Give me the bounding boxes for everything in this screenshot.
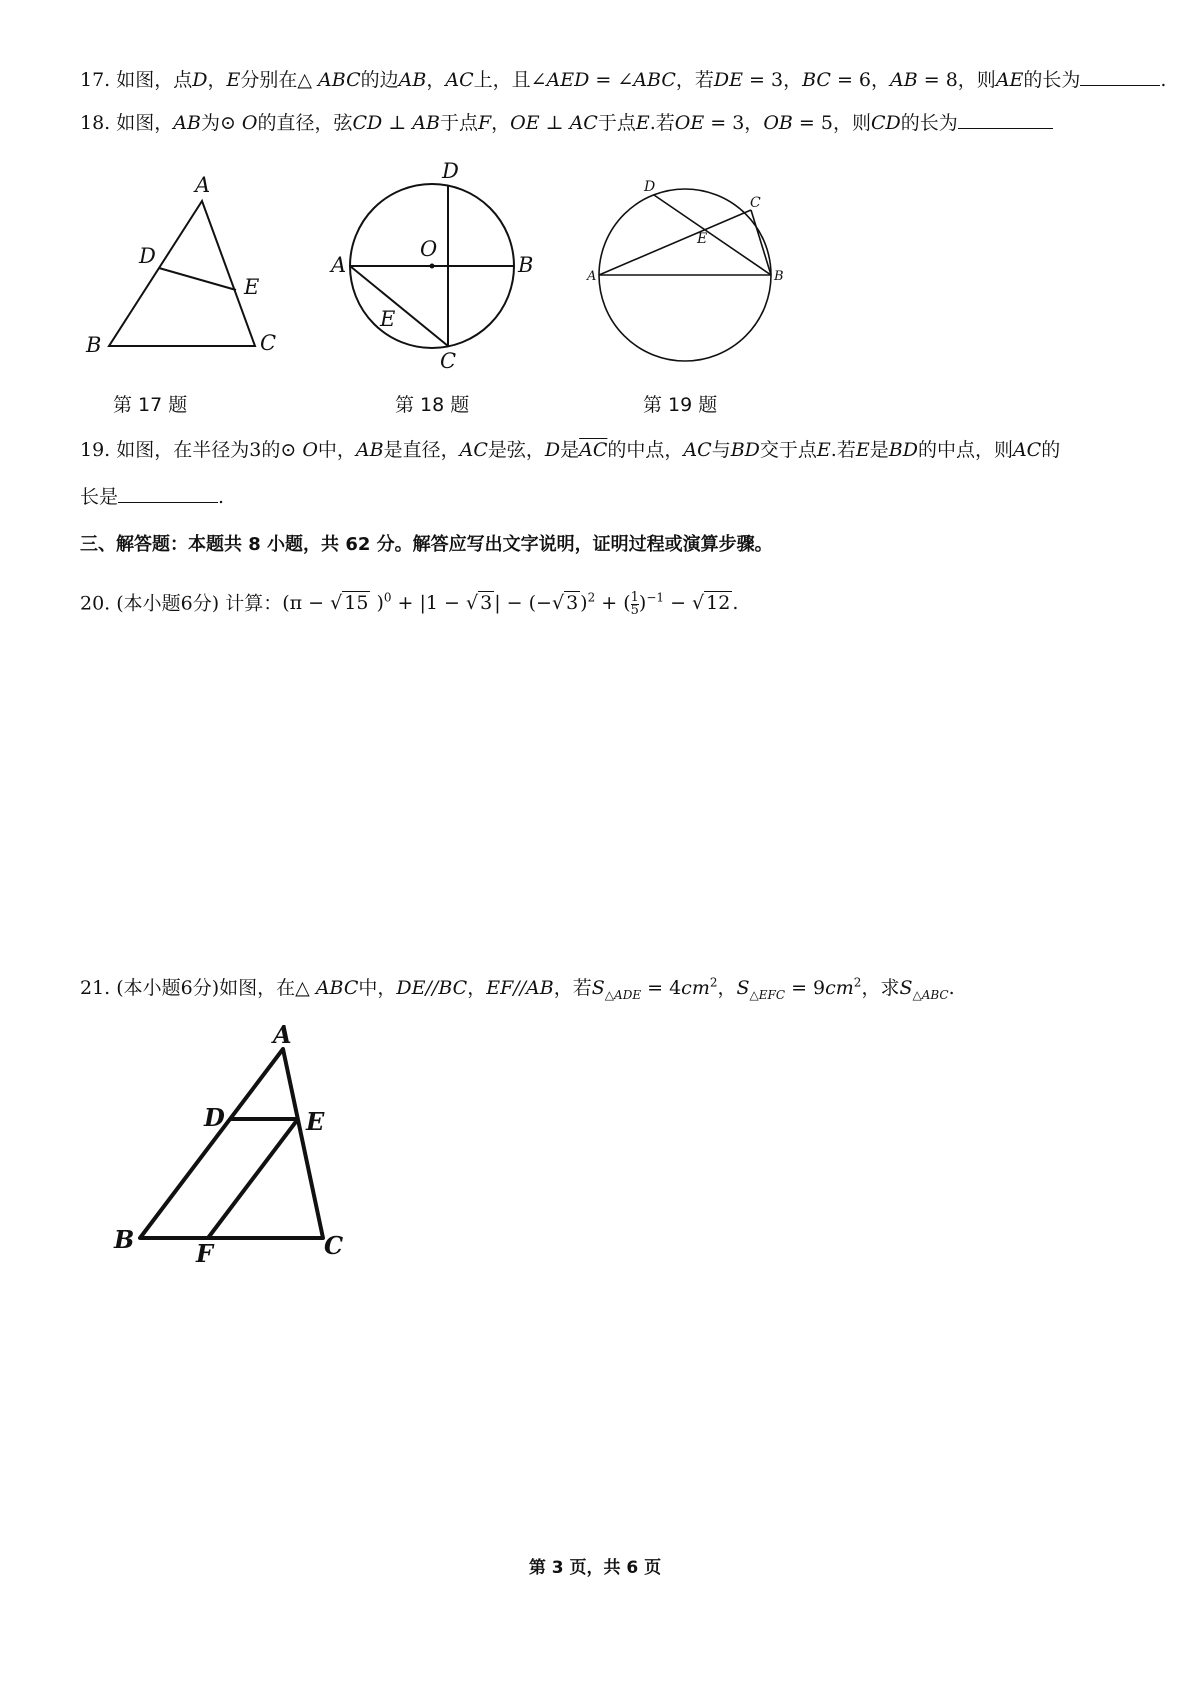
fraction-denominator: 5 <box>630 602 639 618</box>
exponent: −1 <box>646 591 665 605</box>
math-variable: D <box>192 69 208 91</box>
math-variable: $\overline{AC}$ <box>579 439 608 461</box>
text-segment: 21. (本小题6分)如图，在△ <box>80 977 316 1000</box>
math-variable: OE <box>510 112 540 134</box>
math-variable: O <box>302 439 318 461</box>
math-variable: ABC <box>318 69 361 91</box>
math-variable: AC <box>683 439 712 461</box>
label-c: C <box>440 349 457 373</box>
math-variable: cm <box>681 977 710 1000</box>
math-variable: OB <box>763 112 793 134</box>
text-segment: 是 <box>869 439 889 461</box>
text-segment: ，若 <box>675 69 714 91</box>
math-variable: cm <box>825 977 854 1000</box>
math-variable: S <box>591 977 605 1000</box>
text-segment: = ∠ <box>589 69 634 91</box>
expr-part: (π − <box>282 592 331 615</box>
text-segment: = 9 <box>785 977 826 1000</box>
expr-part: ) <box>370 592 384 615</box>
math-variable: E <box>226 69 241 91</box>
text-segment: ⊥ <box>539 112 570 134</box>
text-segment: 2 <box>853 976 862 990</box>
math-variable: AC <box>1012 439 1042 461</box>
text-segment: 18. 如图， <box>80 112 174 134</box>
label-o: O <box>420 237 438 261</box>
math-variable: ABC <box>633 69 676 91</box>
sqrt-15: 15 <box>344 592 369 615</box>
math-variable: S <box>736 977 750 1000</box>
math-variable: CD <box>352 112 383 134</box>
label-e: E <box>697 231 708 247</box>
math-variable: AED <box>546 69 590 91</box>
math-variable: O <box>241 112 258 134</box>
label-b: B <box>774 269 784 284</box>
label-e: E <box>244 275 260 299</box>
text-segment: .若 <box>830 439 856 461</box>
question-19-cont: 长是 <box>80 486 119 508</box>
text-segment: 交于点 <box>759 439 817 461</box>
label-a: A <box>587 269 597 284</box>
expr-part: | − (− <box>494 592 552 615</box>
text-segment: ， <box>207 69 227 91</box>
math-variable: BD <box>730 439 760 461</box>
math-variable: AC <box>445 69 474 91</box>
text-segment: 19. 如图，在半径为3的⊙ <box>80 439 303 461</box>
text-segment: 是直径， <box>383 439 460 461</box>
text-segment: ⊥ <box>382 112 413 134</box>
math-variable: OE <box>674 112 705 134</box>
text-segment: 的直径，弦 <box>257 112 353 134</box>
text-segment: 的长为 <box>900 112 958 134</box>
expr-part: − <box>664 592 693 615</box>
question-17-end: . <box>1160 69 1167 91</box>
label-f: F <box>196 1239 214 1268</box>
expression: (π − √ 15 )$^0$ + |1 − √ 3 | − (−√ 3 )$^2$ + ( $\frac{1}{5}$ )$^{-1}$ − √ 12 . <box>282 589 739 618</box>
text-segment: 17. 如图，点 <box>80 69 193 91</box>
math-variable: D <box>544 439 561 461</box>
text-segment: . <box>948 977 955 1000</box>
text-segment: = 8，则 <box>917 69 996 91</box>
question-19-end: . <box>218 486 225 508</box>
text-segment: ， <box>491 112 511 134</box>
expr-part: . <box>732 592 739 615</box>
label-c: C <box>324 1231 344 1260</box>
label-a: A <box>273 1020 292 1049</box>
text-segment: 分别在△ <box>240 69 319 91</box>
expr-part: ) <box>580 592 588 615</box>
math-variable: S <box>899 977 913 1000</box>
math-variable: CD <box>870 112 901 134</box>
label-e: E <box>380 307 396 331</box>
text-segment: = 5，则 <box>792 112 871 134</box>
math-variable: △EFC <box>749 988 786 1003</box>
label-b: B <box>114 1225 135 1254</box>
text-segment: ， <box>426 69 446 91</box>
text-segment: 中， <box>317 439 356 461</box>
math-variable: △ADE <box>604 988 642 1003</box>
text-segment: .若 <box>649 112 675 134</box>
segment-ef <box>208 1119 298 1238</box>
text-segment: = 6， <box>830 69 891 91</box>
text-segment: 为⊙ <box>200 112 242 134</box>
math-variable: BD <box>888 439 918 461</box>
text-segment: 的中点，则 <box>917 439 1013 461</box>
math-variable: AB <box>890 69 918 91</box>
math-variable: AB <box>355 439 384 461</box>
label-d: D <box>139 244 156 268</box>
text-segment: 中， <box>358 977 397 1000</box>
label-a: A <box>331 253 347 277</box>
label-c: C <box>260 331 277 355</box>
exponent: 2 <box>587 591 596 605</box>
fraction-numerator: 1 <box>630 589 639 605</box>
math-variable: F <box>477 112 492 134</box>
text-segment: ， <box>717 977 737 1000</box>
math-variable: AB <box>173 112 201 134</box>
math-variable: AE <box>995 69 1024 91</box>
text-segment: 于点 <box>439 112 478 134</box>
label-d: D <box>204 1103 225 1132</box>
text-segment: 的 <box>1041 439 1061 461</box>
text-segment: 2 <box>709 976 718 990</box>
math-variable: E <box>855 439 870 461</box>
math-variable: ABC <box>315 977 359 1000</box>
caption-19: 第 19 题 <box>643 394 718 416</box>
label-d: D <box>644 179 656 195</box>
label-d: D <box>442 159 459 183</box>
text-segment: ， <box>467 977 487 1000</box>
expr-part: ) <box>638 592 647 615</box>
text-segment: 的中点， <box>607 439 684 461</box>
sqrt-12: 12 <box>706 592 731 615</box>
sqrt-3: 3 <box>480 592 493 615</box>
label-c: C <box>750 195 761 211</box>
math-variable: EF//AB <box>486 977 554 1000</box>
text-segment: = 4 <box>641 977 682 1000</box>
text-segment: = 3， <box>704 112 764 134</box>
math-variable: E <box>816 439 831 461</box>
text-segment: 于点 <box>597 112 636 134</box>
text-segment: 上，且∠ <box>473 69 547 91</box>
text-segment: 的边 <box>360 69 399 91</box>
math-variable: E <box>635 112 650 134</box>
section-3-heading: 三、解答题：本题共 8 小题，共 62 分。解答应写出文字说明，证明过程或演算步骤。 <box>80 534 773 555</box>
text-segment: 的长为 <box>1023 69 1081 91</box>
label-e: E <box>306 1107 325 1136</box>
label-b: B <box>86 333 102 357</box>
math-variable: AC <box>569 112 598 134</box>
exponent: 0 <box>383 591 392 605</box>
math-variable: AB <box>398 69 427 91</box>
page-footer: 第 3 页，共 6 页 <box>528 1558 662 1578</box>
text-segment: 是 <box>560 439 580 461</box>
math-variable: BC <box>802 69 831 91</box>
math-variable: DE//BC <box>396 977 468 1000</box>
sqrt-3: 3 <box>566 592 579 615</box>
label-b: B <box>518 253 534 277</box>
math-variable: AB <box>412 112 440 134</box>
caption-18: 第 18 题 <box>395 394 470 416</box>
text-segment: 与 <box>711 439 731 461</box>
text-segment: ，若 <box>553 977 592 1000</box>
text-segment: 是弦， <box>487 439 545 461</box>
text-segment: ，求 <box>861 977 900 1000</box>
math-variable: AC <box>459 439 488 461</box>
math-variable: △ABC <box>912 988 949 1003</box>
expr-part: + ( <box>595 592 631 615</box>
text-segment: = 3， <box>742 69 803 91</box>
caption-17: 第 17 题 <box>113 394 188 416</box>
math-variable: DE <box>713 69 743 91</box>
label-a: A <box>195 173 211 197</box>
expr-part: + |1 − <box>391 592 467 615</box>
question-20-prefix: 20. (本小题6分) 计算： <box>80 592 283 615</box>
